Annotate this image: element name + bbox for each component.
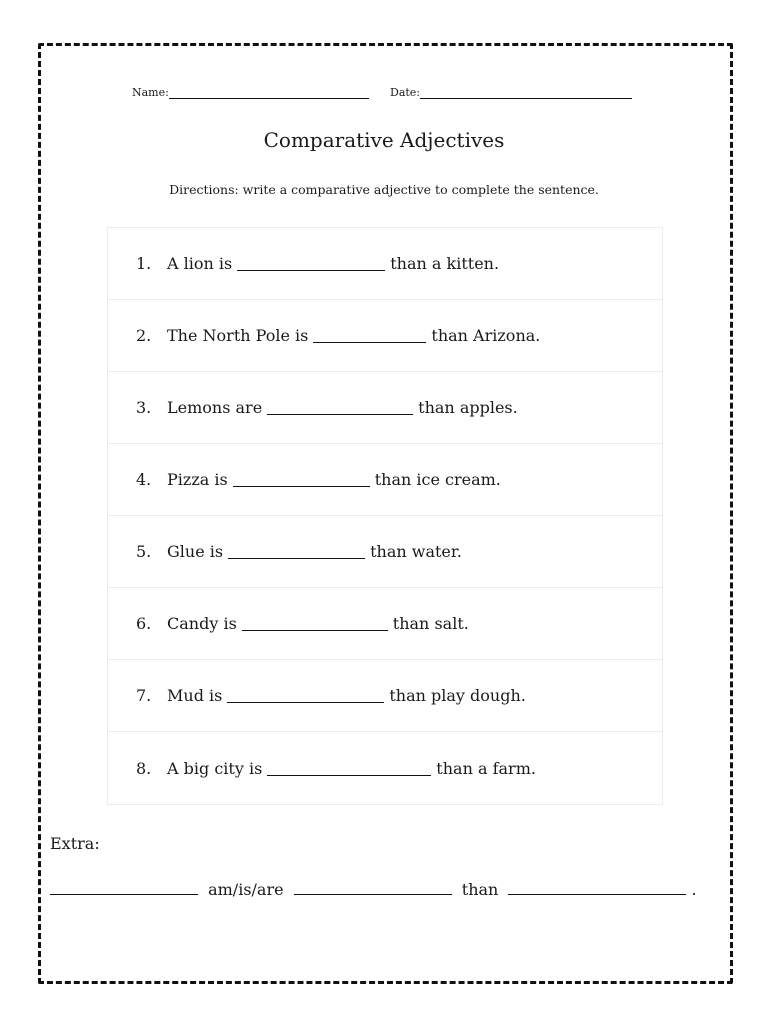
name-blank-line[interactable] — [169, 88, 369, 99]
sentence-number: 8. — [136, 758, 152, 778]
answer-blank[interactable] — [237, 256, 385, 271]
sentence-row-5 — [108, 516, 662, 588]
sentence-number: 3. — [136, 398, 152, 417]
sentence-start: A big city is — [167, 758, 263, 778]
extra-period: . — [691, 880, 697, 899]
sentence-end: than a kitten. — [390, 254, 500, 273]
extra-adjective-blank[interactable] — [294, 880, 452, 895]
extra-verb-options: am/is/are — [208, 880, 284, 899]
extra-subject-blank[interactable] — [50, 880, 198, 895]
sentence-end: than a farm. — [436, 758, 536, 778]
sentence-start: Glue is — [167, 542, 224, 561]
sentence-number: 5. — [136, 542, 152, 561]
answer-blank[interactable] — [228, 544, 365, 559]
sentence-row-2 — [108, 300, 662, 372]
sentence-table — [107, 227, 663, 805]
sentence-row-7 — [108, 660, 662, 732]
answer-blank[interactable] — [267, 400, 413, 415]
date-blank-line[interactable] — [420, 88, 632, 99]
sentence-number: 7. — [136, 686, 152, 705]
name-field[interactable] — [132, 86, 369, 99]
sentence-end: than apples. — [418, 398, 518, 417]
answer-blank[interactable] — [267, 761, 431, 776]
sentence-row-1 — [108, 228, 662, 300]
sentence-row-8 — [108, 732, 662, 804]
directions-text: Directions: write a comparative adjective to complete the sentence. — [169, 182, 599, 197]
extra-than: than — [461, 880, 499, 899]
extra-label: Extra: — [50, 834, 100, 853]
date-field[interactable] — [390, 86, 632, 99]
date-label: Date: — [390, 86, 421, 99]
sentence-end: than water. — [370, 542, 462, 561]
sentence-start: Candy is — [167, 614, 237, 633]
sentence-number: 6. — [136, 614, 152, 633]
answer-blank[interactable] — [242, 616, 388, 631]
sentence-number: 4. — [136, 470, 152, 489]
extra-sentence — [50, 880, 697, 899]
answer-blank[interactable] — [313, 328, 426, 343]
page-title: Comparative Adjectives — [263, 128, 505, 152]
sentence-row-3 — [108, 372, 662, 444]
sentence-start: Lemons are — [167, 398, 263, 417]
sentence-start: A lion is — [167, 254, 233, 273]
sentence-start: Mud is — [167, 686, 223, 705]
answer-blank[interactable] — [233, 472, 370, 487]
sentence-number: 1. — [136, 254, 152, 273]
sentence-number: 2. — [136, 326, 152, 345]
sentence-start: Pizza is — [167, 470, 228, 489]
sentence-end: than salt. — [392, 614, 469, 633]
sentence-end: than ice cream. — [374, 470, 501, 489]
sentence-end: than play dough. — [389, 686, 526, 705]
sentence-row-4 — [108, 444, 662, 516]
name-label: Name: — [132, 86, 169, 99]
sentence-start: The North Pole is — [167, 326, 309, 345]
sentence-end: than Arizona. — [431, 326, 541, 345]
answer-blank[interactable] — [227, 688, 384, 703]
extra-object-blank[interactable] — [508, 880, 686, 895]
sentence-row-6 — [108, 588, 662, 660]
